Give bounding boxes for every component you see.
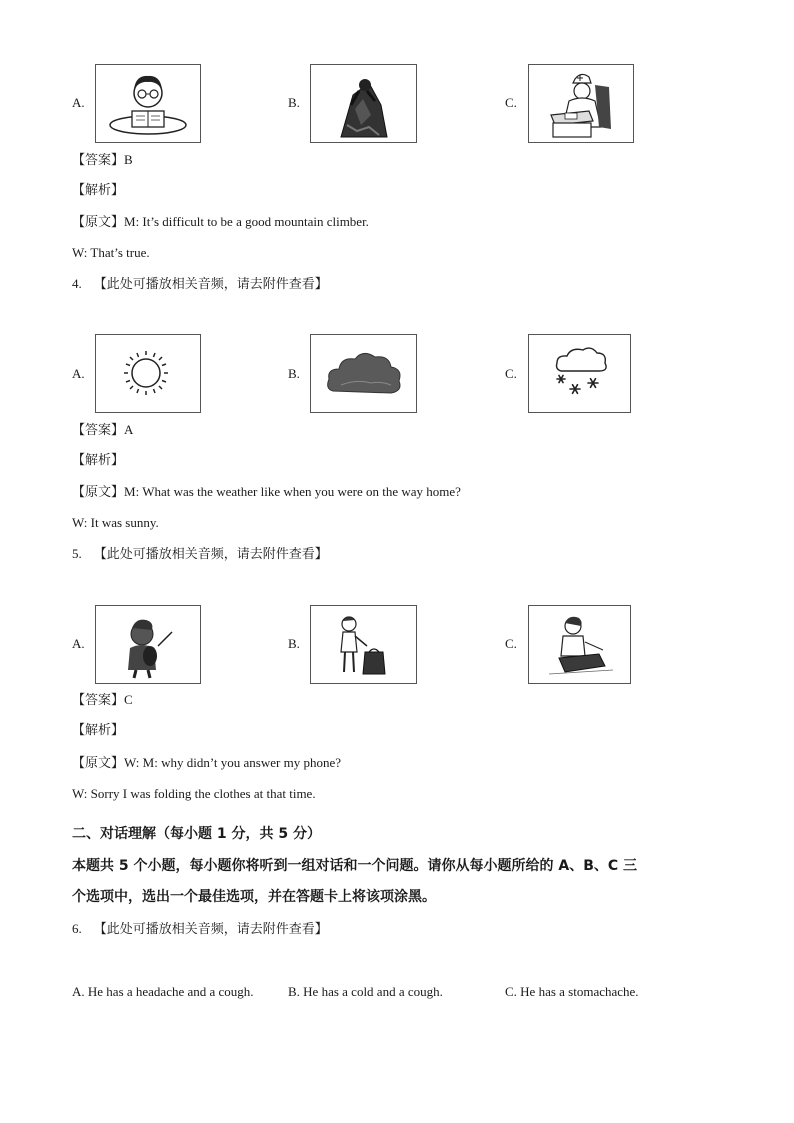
q4-answer-value: A [124,422,134,437]
q3-option-a-letter: A. [72,95,85,110]
q4-option-a-image [95,334,201,413]
answer-tag: 【答案】 [72,153,125,168]
boy-folding-clothes-icon [529,606,630,683]
q5-script-line2: W: Sorry I was folding the clothes at that time. [72,786,316,801]
sun-icon [96,335,200,412]
q4-option-c-image [528,334,631,413]
q5-option-b-letter: B. [288,636,300,651]
q6-number: 6. [72,921,82,936]
q3-script-line2: W: That’s true. [72,245,150,260]
q5-option-c-letter: C. [505,636,517,651]
doctor-at-desk-icon [529,65,633,142]
q6-header [72,921,328,938]
q5-option-a-letter: A. [72,636,85,651]
q4-header [72,276,328,293]
q6-option-a[interactable]: A. He has a headache and a cough. [72,984,254,999]
q3-script-text1: M: It’s difficult to be a good mountain climber. [124,214,369,229]
boy-with-trash-bag-icon [311,606,416,683]
q3-option-a-image [95,64,201,143]
mountain-climber-icon [311,65,416,142]
section2-instruction-line1: 本题共 5 个小题，每小题你将听到一组对话和一个问题。请你从每小题所给的 A、B、C 三 [72,858,638,874]
q3-script-line1 [72,214,369,231]
script-tag: 【原文】 [72,756,125,771]
q3-option-c-letter: C. [505,95,517,110]
q4-option-b-image [310,334,417,413]
cloud-icon [311,335,416,412]
q5-script-text1: W: M: why didn’t you answer my phone? [124,755,342,770]
script-tag: 【原文】 [72,215,125,230]
q3-option-b-image [310,64,417,143]
q5-number: 5. [72,546,82,561]
q6-option-b[interactable]: B. He has a cold and a cough. [288,984,443,999]
q5-option-c-image [528,605,631,684]
q5-header [72,546,328,563]
q3-answer-value: B [124,152,133,167]
q6-audio-note[interactable]: 【此处可播放相关音频，请去附件查看】 [93,922,328,937]
script-tag: 【原文】 [72,485,125,500]
q3-option-b-letter: B. [288,95,300,110]
q5-answer [72,692,133,709]
q4-script-line1 [72,484,461,501]
q4-number: 4. [72,276,82,291]
q5-audio-note[interactable]: 【此处可播放相关音频，请去附件查看】 [93,547,328,562]
q4-audio-note[interactable]: 【此处可播放相关音频，请去附件查看】 [93,277,328,292]
q5-script-line1 [72,755,341,772]
q4-option-c-letter: C. [505,366,517,381]
q6-option-c[interactable]: C. He has a stomachache. [505,984,639,999]
q4-option-b-letter: B. [288,366,300,381]
q3-answer [72,152,133,169]
q4-script-line2: W: It was sunny. [72,515,159,530]
q5-answer-value: C [124,692,133,707]
q5-option-b-image [310,605,417,684]
q3-analysis-tag: 【解析】 [72,183,125,198]
q4-script-text1: M: What was the weather like when you were on the way home? [124,484,461,499]
q5-analysis-tag: 【解析】 [72,723,125,738]
section2-title: 二、对话理解（每小题 1 分，共 5 分） [72,826,321,842]
q4-option-a-letter: A. [72,366,85,381]
section2-instruction-line2: 个选项中，选出一个最佳选项，并在答题卡上将该项涂黑。 [72,889,436,905]
snow-icon [529,335,630,412]
q5-option-a-image [95,605,201,684]
boy-reading-icon [96,65,200,142]
q3-option-c-image [528,64,634,143]
child-with-violin-icon [96,606,200,683]
answer-tag: 【答案】 [72,423,125,438]
answer-tag: 【答案】 [72,693,125,708]
q4-analysis-tag: 【解析】 [72,453,125,468]
q4-answer [72,422,133,439]
